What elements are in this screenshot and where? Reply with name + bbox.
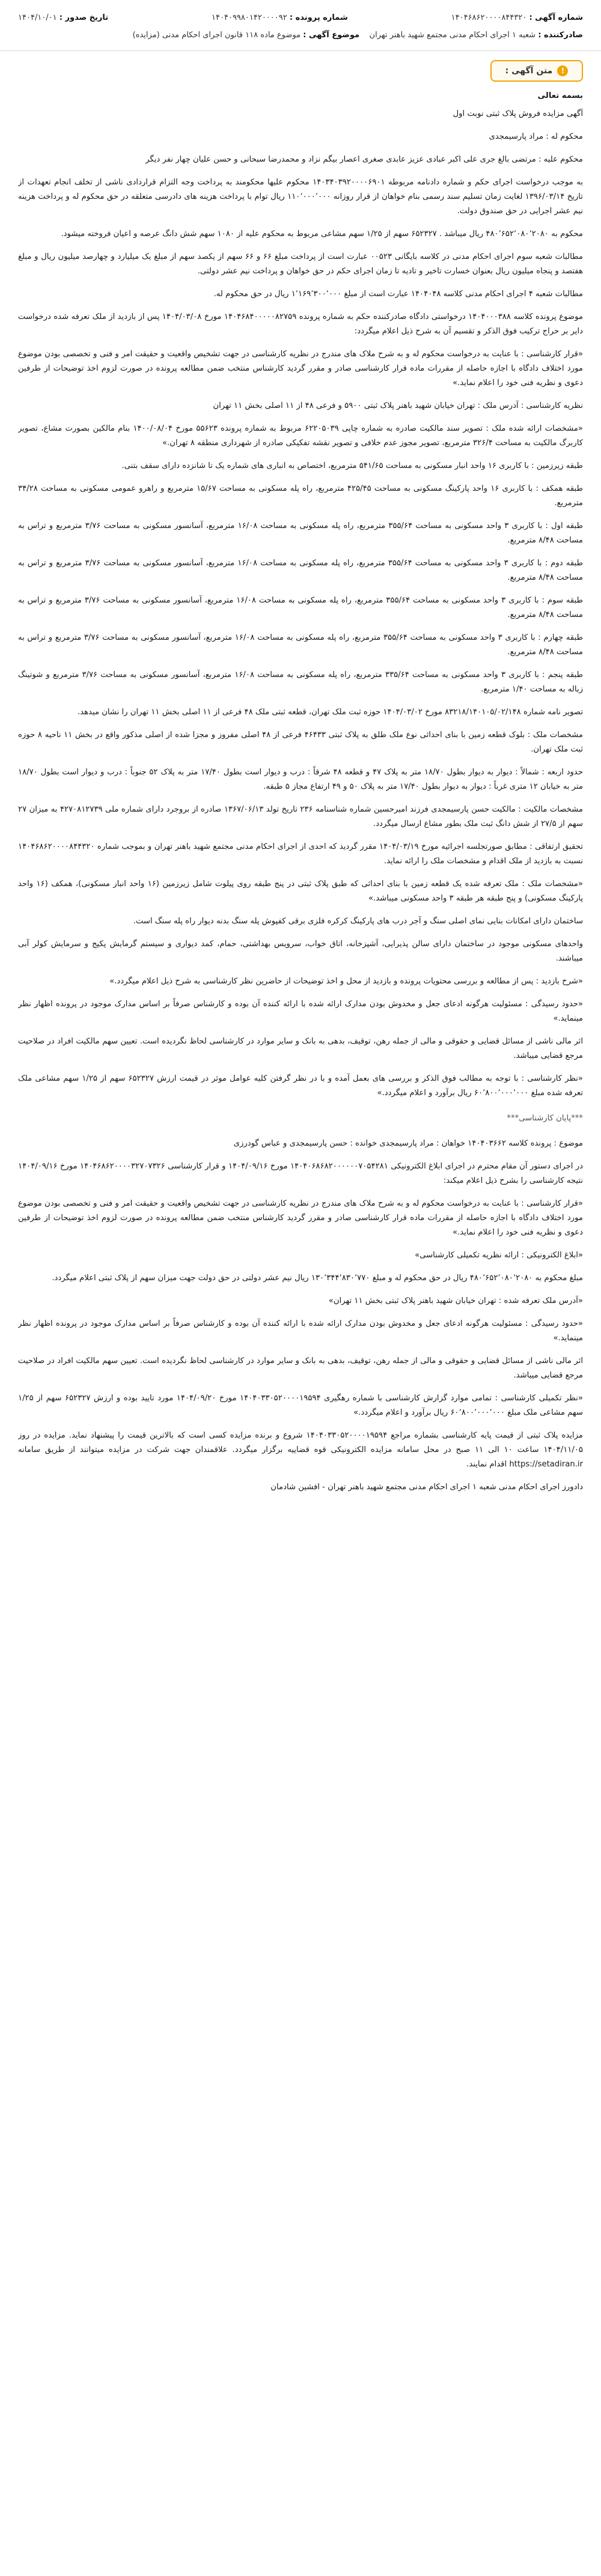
subject-value: موضوع ماده ۱۱۸ قانون اجرای احکام مدنی (مزایده): [132, 31, 301, 40]
body-paragraph: محکوم له : مراد پارسیمجدی: [489, 132, 583, 141]
body-paragraph: «نظر تکمیلی کارشناسی : تمامی موارد گزارش کارشناسی با شماره رهگیری ۱۴۰۴۰۳۳۰۵۲۰۰۰۰۱۹۵۹۴ مورخ ۱۴۰۴/۰۹/۲۰ مورد تایید بوده و ارزش ۶۵۲۳۲۷ سهم از ۱/۲۵ سهم مشاعی ملک مبلغ ۶۰٬۸۰۰٬۰۰۰٬۰۰۰ ریال برآورد و اعلام میگردد.»: [18, 1394, 583, 1417]
section-divider: ***پایان کارشناسی***: [507, 1114, 583, 1123]
notice-text-tag: [490, 60, 583, 82]
case-number-value[interactable]: ۱۴۰۴۰۹۹۸۰۱۴۲۰۰۰۰۹۲: [212, 13, 287, 22]
body-paragraph: اثر مالی ناشی از مسائل قضایی و حقوقی و مالی از جمله رهن، توقیف، بدهی به بانک و سایر موارد در کارشناسی لحاظ نگردیده است. تعیین سهم مالکیت افراد در صلاحیت مرجع قضایی میباشد.: [18, 1356, 583, 1380]
body-paragraph: طبقه اول : با کاربری ۳ واحد مسکونی به مساحت ۳۵۵/۶۴ مترمربع، راه پله مسکونی به مساحت ۱۶/۰۸ مترمربع، آسانسور مسکونی به مساحت ۳/۷۶ مترمربع و تراس به مساحت ۸/۴۸ مترمربع.: [18, 521, 583, 545]
body-paragraph: واحدهای مسکونی موجود در ساختمان دارای سالن پذیرایی، آشپزخانه، اتاق خواب، سرویس بهداشتی، حمام، کمد دیواری و سیستم گرمایش پکیج و سرمایش کولر آبی میباشند.: [18, 940, 583, 963]
body-paragraph: مبلغ محکوم به ۴۸۰٬۶۵۲٬۰۸۰٬۲۰۸۰ ریال در حق محکوم له و مبلغ ۱۳۰٬۳۴۴٬۸۳۰٬۷۷۰ ریال نیم عشر دولتی در حق دولت جهت میزان سهم از پلاک ثبتی اعلام میگردد.: [52, 1274, 583, 1283]
body-paragraph: آگهی مزایده فروش پلاک ثبتی نوبت اول: [453, 109, 583, 118]
body-paragraph: اثر مالی ناشی از مسائل قضایی و حقوقی و مالی از جمله رهن، توقیف، بدهی به بانک و سایر موارد در کارشناسی لحاظ نگردیده است. تعیین سهم مالکیت افراد در صلاحیت مرجع قضایی میباشد.: [18, 1037, 583, 1060]
body-paragraph: مطالبات شعبه ۴ اجرای احکام مدنی کلاسه ۱۴۰۴۰۴۸ عبارت است از مبلغ ۱٬۱۶۹٬۳۰۰٬۰۰۰ ریال در حق محکوم له.: [213, 290, 583, 299]
issuer-label: صادرکننده :: [538, 31, 583, 40]
body-paragraph: مطالبات شعبه سوم اجرای احکام مدنی در کلاسه بایگانی ۰۰۵۲۳ عبارت است از پرداخت مبلغ ۶۶ و ۶۶ سهم از یکصد سهم از مبلغ یک میلیارد و چهارصد میلیون ریال و مبلغ هفتصد و پنجاه میلیون ریال بعنوان خسارت تاخیر و تادیه تا زمان اجرای حکم در حق خواهان و پرداخت نیم عشر دولتی.: [18, 252, 583, 276]
body-paragraph: مشخصات ملک : بلوک قطعه زمین با بنای احداثی نوع ملک طلق به پلاک ثبتی ۴۶۴۳۳ فرعی از ۴۸ اصلی مفروز و مجزا شده از اصلی مذکور واقع در بخش ۱۱ ناحیه ۸ حوزه ثبت ملک تهران.: [18, 731, 583, 754]
case-number: [212, 11, 348, 25]
body-section-2: [18, 1137, 583, 1495]
body-paragraph: ساختمان دارای امکانات بنایی نمای اصلی سنگ و آجر درب های پارکینگ کرکره فلزی برقی کفپوش پله سنگ بدنه دیوار راه پله سنگ است.: [133, 917, 583, 926]
body-paragraph: نظریه کارشناسی : آدرس ملک : تهران خیابان شهید باهنر پلاک ثبتی ۵۹۰۰ و فرعی ۴۸ از ۱۱ اصلی بخش ۱۱ تهران: [213, 401, 583, 410]
body-paragraph: طبقه همکف : با کاربری ۱۶ واحد پارکینگ مسکونی به مساحت ۴۲۵/۴۵ مترمربع، راه پله مسکونی به مساحت ۱۵/۶۷ مترمربع و راهرو عمومی مسکونی به مساحت ۳۴/۲۸ مترمربع.: [18, 484, 583, 508]
notice-text-tag-label: متن آگهی :: [505, 66, 553, 76]
notice-id-label: شماره آگهی :: [529, 13, 583, 22]
body-paragraph: تصویر نامه شماره ۸۳۲۱۸/۱۴۰۱۰۵/۰۲/۱۴۸ مورخ ۱۴۰۴/۰۳/۰۲ حوزه ثبت ملک تهران، قطعه ثبتی ملک ۴۸ فرعی از ۱۱ اصلی بخش ۱۱ تهران را نشان میدهد.: [77, 708, 583, 717]
issue-date-label: تاریخ صدور :: [59, 13, 109, 22]
body-paragraph: «قرار کارشناسی : با عنایت به درخواست محکوم له و به شرح ملاک های مندرج در نظریه کارشناسی در جهت تشخیص واقعیت و حقیقت امر و فنی و تخصصی بودن موضوع مورد اختلاف دادگاه با اجازه حاصله از مقررات ماده قرار کارشناسی صادر و مقرر گردید کارشناس منتخب ضمن مطالعه پرونده در صورت لزوم اخذ توضیحات از طرفین دعوی و نظریه فنی خود را اعلام نماید.»: [18, 1199, 583, 1237]
issuer-subject-row: [18, 29, 583, 42]
notice-header: [0, 0, 601, 51]
body-paragraph: در اجرای دستور آن مقام محترم در اجرای ابلاغ الکترونیکی ۱۴۰۴۰۶۸۶۸۲۰۰۰۰۰۰۷۰۵۴۲۸۱ مورخ ۱۴۰۴/۰۹/۱۶ و قرار کارشناسی ۱۴۰۴۶۸۶۲۰۰۰۰۳۲۷۰۷۳۲۶ مورخ ۱۴۰۴/۰۹/۱۶ نتیجه کارشناسی را بشرح ذیل اعلام میکند:: [18, 1162, 583, 1185]
notice-id: [451, 11, 583, 25]
body-paragraph: موضوع پرونده کلاسه ۱۴۰۴۰۰۰۳۸۸ درخواستی دادگاه صادرکننده حکم به شماره پرونده ۱۴۰۴۶۸۴۰۰۰۰۰۸۲۷۵۹ مورخ ۱۴۰۴/۰۳/۰۸ پس از بازدید از ملک تعرفه شده درخواست دایر بر حراج ترکیب فوق الذکر و تقسیم آن به شرح ذیل اعلام میگردد:: [18, 312, 583, 336]
body-paragraph: طبقه زیرزمین : با کاربری ۱۶ واحد انبار مسکونی به مساحت ۵۴۱/۶۵ مترمربع، اختصاص به انباری های شماره یک تا شانزده دارای سقف بتنی.: [121, 461, 583, 470]
issue-date: [18, 11, 108, 25]
body-paragraph: طبقه پنجم : با کاربری ۳ واحد مسکونی به مساحت ۳۳۵/۶۴ مترمربع، راه پله مسکونی به مساحت ۱۶/۰۸ مترمربع، آسانسور مسکونی به مساحت ۳/۷۶ مترمربع و شوتینگ زباله به مساحت ۱/۴۰ مترمربع.: [18, 670, 583, 694]
body-paragraph: «مشخصات ارائه شده ملک : تصویر سند مالکیت صادره به شماره چاپی ۶۲۲۰۵۰۳۹ مربوط به شماره پرونده ۵۵۶۲۳ مورخ ۱۴۰۰/۰۸/۰۴ بنام مالکین بصورت مشاع، تصویر کاربرگ مالکیت به مساحت ۳۲۶/۴ مترمربع، تصویر مجوز عدم خلافی و تصویر نقشه تفکیکی صادره از شهرداری منطقه ۸ تهران.»: [18, 424, 583, 448]
issue-date-value: ۱۴۰۴/۱۰/۰۱: [18, 13, 57, 22]
body-paragraph: به موجب درخواست اجرای حکم و شماره دادنامه مربوطه ۱۴۰۳۴۰۳۹۲۰۰۰۰۶۹۰۱ محکوم علیها محکومند به پرداخت وجه التزام قراردادی ناشی از تخلف انجام تعهدات از تاریخ ۱۳۹۶/۰۳/۱۴ لغایت زمان تسلیم سند رسمی بنام خواهان از قرار روزانه ۱۱۰٬۰۰۰٬۰۰۰ ریال توام با پرداخت هزینه های دادرسی متعلقه در حق محکوم له و پرداخت هزینه نیم عشر اجرایی در حق صندوق دولت.: [18, 178, 583, 216]
body-paragraph: «قرار کارشناسی : با عنایت به درخواست محکوم له و به شرح ملاک های مندرج در نظریه کارشناسی در جهت تشخیص واقعیت و حقیقت امر و فنی و تخصصی بودن موضوع مورد اختلاف دادگاه با اجازه حاصله از مقررات ماده قرار کارشناسی صادر و مقرر گردید کارشناس منتخب ضمن مطالعه پرونده در صورت لزوم اخذ توضیحات از طرفین دعوی و نظریه فنی خود را اعلام نماید.»: [18, 350, 583, 387]
notice-body: [18, 89, 583, 2558]
body-paragraph: دادورز اجرای احکام مدنی شعبه ۱ اجرای احکام مدنی مجتمع شهید باهنر تهران - افشین شادمان: [270, 1483, 583, 1492]
body-paragraph: موضوع : پرونده کلاسه ۱۴۰۴۰۳۶۶۲ خواهان : مراد پارسیمجدی خوانده : حسن پارسیمجدی و عباس گودرزی: [233, 1139, 583, 1148]
body-title: بسمه تعالی: [537, 91, 583, 100]
body-paragraph: محکوم علیه : مرتضی بالغ جری علی اکبر عبادی عزیز عابدی صغری اعصار بیگم نزاد و محمدرضا سبحانی و حسن علیان چهار نفر دیگر: [145, 155, 583, 164]
info-icon: !: [557, 65, 568, 76]
body-paragraph: «مشخصات ملک : ملک تعرفه شده یک قطعه زمین با بنای احداثی که طبق پلاک ثبتی در پنج طبقه روی پیلوت شامل زیرزمین (۱۶ واحد انبار مسکونی)، همکف (۱۶ واحد پارکینگ مسکونی) و پنج طبقه هر طبقه ۳ واحد مسکونی میباشد.»: [18, 879, 583, 903]
subject-label: موضوع آگهی :: [303, 31, 360, 40]
body-paragraph: مشخصات مالکیت : مالکیت حسن پارسیمجدی فرزند امیرحسین شماره شناسنامه ۲۳۶ تاریخ تولد ۱۳۶۷/۰۶/۱۳ صادره از بروجرد دارای شماره ملی ۴۲۷۰۸۱۲۷۳۹ به میزان ۲۷ سهم از ۲۷/۵ از شش دانگ ثبت ملک بطور مشاع ارسال میگردد.: [18, 805, 583, 828]
body-paragraph: حدود اربعه : شمالاً : دیوار به دیوار بطول ۱۸/۷۰ متر به پلاک ۴۷ و قطعه ۴۸ شرقاً : درب و دیوار است بطول ۱۷/۴۰ متر به پلاک ۵۲ جنوباً : درب و دیوار است بطول ۱۸/۷۰ متر به خیابان ۱۲ متری غرباً : دیوار به دیوار بطول ۱۷/۴۰ متر به پلاک ۵۰ و ۴۹ ارتفاع مجاز ۵ طبقه.: [18, 768, 583, 791]
body-paragraph: طبقه چهارم : با کاربری ۳ واحد مسکونی به مساحت ۳۵۵/۶۴ مترمربع، راه پله مسکونی به مساحت ۱۶/۰۸ مترمربع، آسانسور مسکونی به مساحت ۳/۷۶ مترمربع و تراس به مساحت ۸/۴۸ مترمربع.: [18, 633, 583, 657]
body-paragraph: «نظر کارشناسی : با توجه به مطالب فوق الذکر و بررسی های بعمل آمده و با در نظر گرفتن کلیه عوامل موثر در قیمت ارزش ۶۵۲۳۲۷ سهم از ۱/۲۵ سهم مشاعی ملک تعرفه شده مبلغ ۶۰٬۸۰۰٬۰۰۰٬۰۰۰ ریال برآورد و اعلام میگردد.»: [18, 1074, 583, 1098]
body-section-1: [18, 107, 583, 1101]
body-paragraph: مزایده پلاک ثبتی از قیمت پایه کارشناسی بشماره مراجع ۱۴۰۴۰۳۳۰۵۲۰۰۰۰۱۹۵۹۴ شروع و برنده مزایده کسی است که بالاترین قیمت را پیشنهاد نماید. مزایده در روز ۱۴۰۴/۱۱/۰۵ ساعت ۱۰ الی ۱۱ صبح در محل سامانه مزایده الکترونیکی قوه قضاییه برگزار میگردد. علاقمندان جهت شرکت در مزایده میتوانند از طریق سامانه https://setadiran.ir اقدام نمایند.: [18, 1431, 583, 1469]
body-paragraph: «ابلاغ الکترونیکی : ارائه نظریه تکمیلی کارشناسی»: [415, 1251, 583, 1260]
meta-row: [18, 11, 583, 25]
body-paragraph: «حدود رسیدگی : مسئولیت هرگونه ادعای جعل و مخدوش بودن مدارک ارائه شده با ارائه کننده آن بوده و کارشناس صرفاً بر اساس مدارک موجود در پرونده اظهار نظر مینماید.»: [18, 1319, 583, 1343]
body-paragraph: تحقیق ارتفاقی : مطابق صورتجلسه اجرائیه مورخ ۱۴۰۴/۰۳/۱۹ مقرر گردید که احدی از اجرای احکام مدنی مجتمع شهید باهنر تهران و بموجب شماره ۱۴۰۴۶۸۶۲۰۰۰۰۸۴۴۳۲۰ نسبت به بازدید از ملک اقدام و مشخصات ملک را ارائه نماید.: [18, 842, 583, 866]
body-paragraph: «حدود رسیدگی : مسئولیت هرگونه ادعای جعل و مخدوش بودن مدارک ارائه شده با ارائه کننده آن بوده و کارشناس صرفاً بر اساس مدارک موجود در پرونده اظهار نظر مینماید.»: [18, 1000, 583, 1023]
body-paragraph: طبقه سوم : با کاربری ۳ واحد مسکونی به مساحت ۳۵۵/۶۴ مترمربع، راه پله مسکونی به مساحت ۱۶/۰۸ مترمربع، آسانسور مسکونی به مساحت ۳/۷۶ مترمربع و تراس به مساحت ۸/۴۸ مترمربع.: [18, 596, 583, 619]
body-paragraph: «آدرس ملک تعرفه شده : تهران خیابان شهید باهنر پلاک ثبتی بخش ۱۱ تهران»: [328, 1296, 583, 1305]
body-paragraph: «شرح بازدید : پس از مطالعه و بررسی محتویات پرونده و بازدید از محل و اخذ توضیحات از حاضرین نظر کارشناسی به شرح ذیل اعلام میگردد.»: [109, 977, 583, 986]
issuer-value: شعبه ۱ اجرای احکام مدنی مجتمع شهید باهنر تهران: [369, 31, 536, 40]
notice-id-value[interactable]: ۱۴۰۴۶۸۶۲۰۰۰۰۸۴۴۳۲۰: [451, 13, 527, 22]
body-paragraph: محکوم به ۴۸۰٬۶۵۲٬۰۸۰٬۲۰۸۰ ریال میباشد . ۶۵۲۳۲۷ سهم از ۱/۲۵ سهم مشاعی مربوط به محکوم علیه از ۱۰۸۰ سهم شش دانگ عرصه و اعیان فروخته میشود.: [61, 229, 583, 238]
case-number-label: شماره پرونده :: [289, 13, 348, 22]
body-paragraph: طبقه دوم : با کاربری ۳ واحد مسکونی به مساحت ۳۵۵/۶۴ مترمربع، راه پله مسکونی به مساحت ۱۶/۰۸ مترمربع، آسانسور مسکونی به مساحت ۳/۷۶ مترمربع و تراس به مساحت ۸/۴۸ مترمربع.: [18, 559, 583, 582]
